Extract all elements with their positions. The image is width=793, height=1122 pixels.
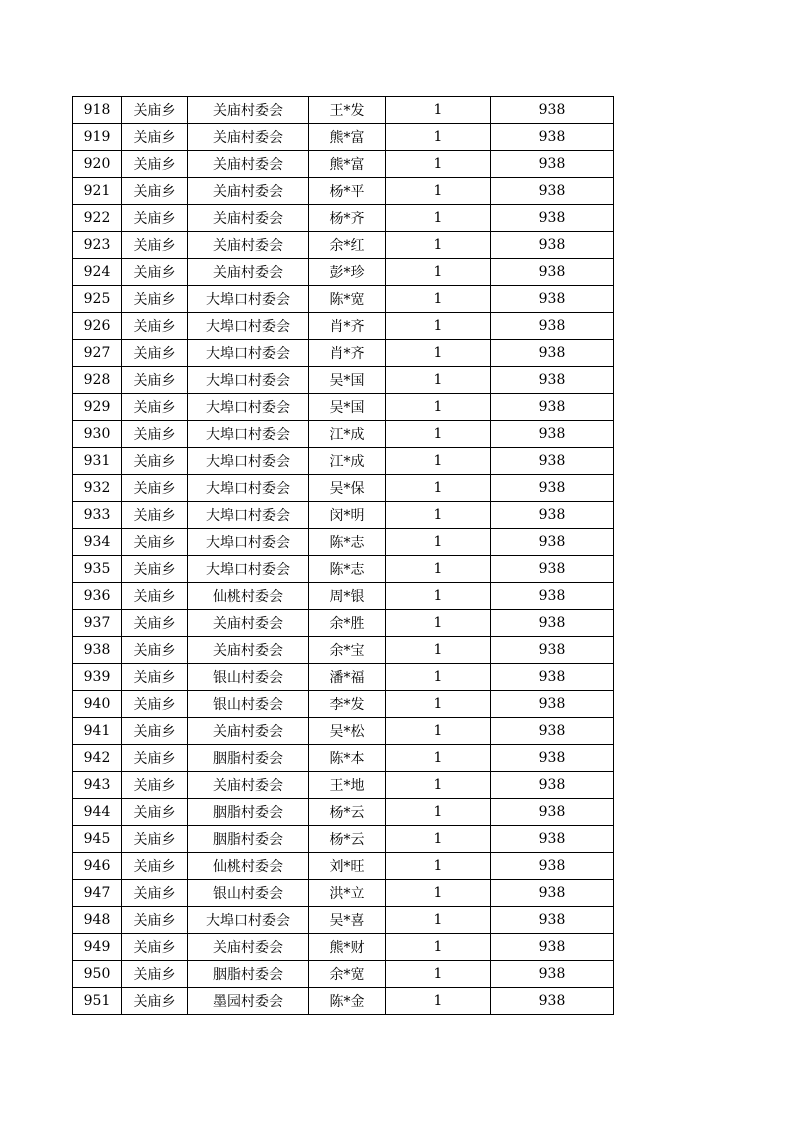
- township-cell: 关庙乡: [122, 178, 188, 205]
- name-cell: 熊*富: [309, 151, 386, 178]
- township-cell: 关庙乡: [122, 637, 188, 664]
- name-cell: 杨*云: [309, 799, 386, 826]
- amount-cell: 938: [491, 367, 614, 394]
- village-committee-cell: 大埠口村委会: [188, 286, 309, 313]
- name-cell: 余*宝: [309, 637, 386, 664]
- name-cell: 肖*齐: [309, 313, 386, 340]
- name-cell: 吴*保: [309, 475, 386, 502]
- amount-cell: 938: [491, 421, 614, 448]
- row-number-cell: 938: [73, 637, 122, 664]
- count-cell: 1: [386, 934, 491, 961]
- township-cell: 关庙乡: [122, 583, 188, 610]
- amount-cell: 938: [491, 97, 614, 124]
- table-row: [73, 151, 614, 178]
- amount-cell: 938: [491, 313, 614, 340]
- row-number-cell: 928: [73, 367, 122, 394]
- row-number-cell: 941: [73, 718, 122, 745]
- table-row: [73, 97, 614, 124]
- village-committee-cell: 胭脂村委会: [188, 826, 309, 853]
- table-row: [73, 934, 614, 961]
- name-cell: 江*成: [309, 448, 386, 475]
- name-cell: 王*发: [309, 97, 386, 124]
- village-committee-cell: 关庙村委会: [188, 205, 309, 232]
- township-cell: 关庙乡: [122, 232, 188, 259]
- name-cell: 陈*金: [309, 988, 386, 1015]
- row-number-cell: 936: [73, 583, 122, 610]
- township-cell: 关庙乡: [122, 934, 188, 961]
- village-committee-cell: 银山村委会: [188, 880, 309, 907]
- count-cell: 1: [386, 691, 491, 718]
- amount-cell: 938: [491, 637, 614, 664]
- table-row: [73, 529, 614, 556]
- village-committee-cell: 关庙村委会: [188, 610, 309, 637]
- village-committee-cell: 大埠口村委会: [188, 340, 309, 367]
- township-cell: 关庙乡: [122, 556, 188, 583]
- name-cell: 杨*平: [309, 178, 386, 205]
- count-cell: 1: [386, 583, 491, 610]
- amount-cell: 938: [491, 826, 614, 853]
- township-cell: 关庙乡: [122, 826, 188, 853]
- township-cell: 关庙乡: [122, 259, 188, 286]
- name-cell: 陈*本: [309, 745, 386, 772]
- count-cell: 1: [386, 367, 491, 394]
- village-committee-cell: 银山村委会: [188, 691, 309, 718]
- table-row: [73, 421, 614, 448]
- village-committee-cell: 胭脂村委会: [188, 745, 309, 772]
- table-row: [73, 772, 614, 799]
- township-cell: 关庙乡: [122, 367, 188, 394]
- count-cell: 1: [386, 475, 491, 502]
- village-committee-cell: 大埠口村委会: [188, 556, 309, 583]
- amount-cell: 938: [491, 880, 614, 907]
- table-row: [73, 502, 614, 529]
- table-row: [73, 583, 614, 610]
- village-committee-cell: 大埠口村委会: [188, 529, 309, 556]
- table-row: [73, 232, 614, 259]
- row-number-cell: 922: [73, 205, 122, 232]
- row-number-cell: 946: [73, 853, 122, 880]
- count-cell: 1: [386, 556, 491, 583]
- row-number-cell: 943: [73, 772, 122, 799]
- count-cell: 1: [386, 907, 491, 934]
- table-row: [73, 556, 614, 583]
- amount-cell: 938: [491, 934, 614, 961]
- name-cell: 周*银: [309, 583, 386, 610]
- name-cell: 刘*旺: [309, 853, 386, 880]
- amount-cell: 938: [491, 286, 614, 313]
- row-number-cell: 927: [73, 340, 122, 367]
- count-cell: 1: [386, 637, 491, 664]
- village-committee-cell: 银山村委会: [188, 664, 309, 691]
- name-cell: 潘*福: [309, 664, 386, 691]
- table-row: [73, 475, 614, 502]
- table-row: [73, 124, 614, 151]
- village-committee-cell: 关庙村委会: [188, 151, 309, 178]
- count-cell: 1: [386, 772, 491, 799]
- table-row: [73, 853, 614, 880]
- row-number-cell: 945: [73, 826, 122, 853]
- row-number-cell: 925: [73, 286, 122, 313]
- row-number-cell: 937: [73, 610, 122, 637]
- table-row: [73, 961, 614, 988]
- name-cell: 江*成: [309, 421, 386, 448]
- row-number-cell: 923: [73, 232, 122, 259]
- count-cell: 1: [386, 286, 491, 313]
- row-number-cell: 949: [73, 934, 122, 961]
- table-row: [73, 880, 614, 907]
- name-cell: 余*宽: [309, 961, 386, 988]
- count-cell: 1: [386, 718, 491, 745]
- row-number-cell: 947: [73, 880, 122, 907]
- amount-cell: 938: [491, 718, 614, 745]
- amount-cell: 938: [491, 178, 614, 205]
- amount-cell: 938: [491, 529, 614, 556]
- count-cell: 1: [386, 529, 491, 556]
- village-committee-cell: 胭脂村委会: [188, 961, 309, 988]
- amount-cell: 938: [491, 502, 614, 529]
- village-committee-cell: 大埠口村委会: [188, 313, 309, 340]
- amount-cell: 938: [491, 745, 614, 772]
- township-cell: 关庙乡: [122, 772, 188, 799]
- count-cell: 1: [386, 205, 491, 232]
- count-cell: 1: [386, 853, 491, 880]
- count-cell: 1: [386, 97, 491, 124]
- township-cell: 关庙乡: [122, 151, 188, 178]
- count-cell: 1: [386, 502, 491, 529]
- amount-cell: 938: [491, 475, 614, 502]
- amount-cell: 938: [491, 124, 614, 151]
- township-cell: 关庙乡: [122, 907, 188, 934]
- name-cell: 吴*国: [309, 367, 386, 394]
- name-cell: 余*红: [309, 232, 386, 259]
- name-cell: 洪*立: [309, 880, 386, 907]
- village-committee-cell: 关庙村委会: [188, 718, 309, 745]
- name-cell: 吴*喜: [309, 907, 386, 934]
- table-row: [73, 367, 614, 394]
- village-committee-cell: 胭脂村委会: [188, 799, 309, 826]
- village-committee-cell: 大埠口村委会: [188, 502, 309, 529]
- township-cell: 关庙乡: [122, 97, 188, 124]
- row-number-cell: 931: [73, 448, 122, 475]
- count-cell: 1: [386, 448, 491, 475]
- amount-cell: 938: [491, 664, 614, 691]
- count-cell: 1: [386, 799, 491, 826]
- table-row: [73, 988, 614, 1015]
- records-table-body: [73, 97, 614, 1015]
- township-cell: 关庙乡: [122, 529, 188, 556]
- name-cell: 闵*明: [309, 502, 386, 529]
- table-row: [73, 394, 614, 421]
- row-number-cell: 920: [73, 151, 122, 178]
- amount-cell: 938: [491, 583, 614, 610]
- township-cell: 关庙乡: [122, 799, 188, 826]
- township-cell: 关庙乡: [122, 610, 188, 637]
- count-cell: 1: [386, 124, 491, 151]
- row-number-cell: 930: [73, 421, 122, 448]
- amount-cell: 938: [491, 853, 614, 880]
- amount-cell: 938: [491, 772, 614, 799]
- count-cell: 1: [386, 394, 491, 421]
- village-committee-cell: 大埠口村委会: [188, 421, 309, 448]
- count-cell: 1: [386, 745, 491, 772]
- name-cell: 彭*珍: [309, 259, 386, 286]
- row-number-cell: 934: [73, 529, 122, 556]
- table-row: [73, 826, 614, 853]
- township-cell: 关庙乡: [122, 394, 188, 421]
- amount-cell: 938: [491, 691, 614, 718]
- table-row: [73, 178, 614, 205]
- township-cell: 关庙乡: [122, 745, 188, 772]
- table-row: [73, 664, 614, 691]
- table-row: [73, 286, 614, 313]
- amount-cell: 938: [491, 988, 614, 1015]
- township-cell: 关庙乡: [122, 718, 188, 745]
- township-cell: 关庙乡: [122, 313, 188, 340]
- township-cell: 关庙乡: [122, 664, 188, 691]
- village-committee-cell: 关庙村委会: [188, 97, 309, 124]
- table-row: [73, 610, 614, 637]
- count-cell: 1: [386, 664, 491, 691]
- count-cell: 1: [386, 421, 491, 448]
- township-cell: 关庙乡: [122, 961, 188, 988]
- amount-cell: 938: [491, 556, 614, 583]
- records-table: [72, 96, 614, 1015]
- amount-cell: 938: [491, 907, 614, 934]
- row-number-cell: 940: [73, 691, 122, 718]
- village-committee-cell: 关庙村委会: [188, 934, 309, 961]
- name-cell: 熊*财: [309, 934, 386, 961]
- row-number-cell: 918: [73, 97, 122, 124]
- amount-cell: 938: [491, 259, 614, 286]
- township-cell: 关庙乡: [122, 880, 188, 907]
- row-number-cell: 948: [73, 907, 122, 934]
- row-number-cell: 933: [73, 502, 122, 529]
- row-number-cell: 951: [73, 988, 122, 1015]
- township-cell: 关庙乡: [122, 853, 188, 880]
- table-row: [73, 718, 614, 745]
- count-cell: 1: [386, 178, 491, 205]
- name-cell: 杨*云: [309, 826, 386, 853]
- township-cell: 关庙乡: [122, 340, 188, 367]
- table-row: [73, 205, 614, 232]
- village-committee-cell: 关庙村委会: [188, 637, 309, 664]
- count-cell: 1: [386, 151, 491, 178]
- township-cell: 关庙乡: [122, 691, 188, 718]
- count-cell: 1: [386, 826, 491, 853]
- count-cell: 1: [386, 340, 491, 367]
- village-committee-cell: 大埠口村委会: [188, 448, 309, 475]
- table-row: [73, 259, 614, 286]
- amount-cell: 938: [491, 232, 614, 259]
- township-cell: 关庙乡: [122, 205, 188, 232]
- count-cell: 1: [386, 610, 491, 637]
- row-number-cell: 932: [73, 475, 122, 502]
- amount-cell: 938: [491, 961, 614, 988]
- count-cell: 1: [386, 988, 491, 1015]
- village-committee-cell: 关庙村委会: [188, 232, 309, 259]
- count-cell: 1: [386, 232, 491, 259]
- amount-cell: 938: [491, 394, 614, 421]
- row-number-cell: 935: [73, 556, 122, 583]
- village-committee-cell: 大埠口村委会: [188, 394, 309, 421]
- village-committee-cell: 仙桃村委会: [188, 583, 309, 610]
- row-number-cell: 919: [73, 124, 122, 151]
- name-cell: 熊*富: [309, 124, 386, 151]
- village-committee-cell: 大埠口村委会: [188, 475, 309, 502]
- table-row: [73, 340, 614, 367]
- name-cell: 王*地: [309, 772, 386, 799]
- name-cell: 陈*宽: [309, 286, 386, 313]
- amount-cell: 938: [491, 151, 614, 178]
- row-number-cell: 929: [73, 394, 122, 421]
- row-number-cell: 939: [73, 664, 122, 691]
- name-cell: 李*发: [309, 691, 386, 718]
- township-cell: 关庙乡: [122, 286, 188, 313]
- row-number-cell: 921: [73, 178, 122, 205]
- amount-cell: 938: [491, 340, 614, 367]
- village-committee-cell: 关庙村委会: [188, 124, 309, 151]
- village-committee-cell: 大埠口村委会: [188, 367, 309, 394]
- village-committee-cell: 大埠口村委会: [188, 907, 309, 934]
- table-row: [73, 745, 614, 772]
- village-committee-cell: 关庙村委会: [188, 772, 309, 799]
- township-cell: 关庙乡: [122, 421, 188, 448]
- table-row: [73, 691, 614, 718]
- table-row: [73, 448, 614, 475]
- count-cell: 1: [386, 961, 491, 988]
- row-number-cell: 950: [73, 961, 122, 988]
- row-number-cell: 926: [73, 313, 122, 340]
- name-cell: 吴*松: [309, 718, 386, 745]
- name-cell: 陈*志: [309, 529, 386, 556]
- row-number-cell: 942: [73, 745, 122, 772]
- name-cell: 吴*国: [309, 394, 386, 421]
- count-cell: 1: [386, 313, 491, 340]
- count-cell: 1: [386, 259, 491, 286]
- table-row: [73, 907, 614, 934]
- row-number-cell: 924: [73, 259, 122, 286]
- amount-cell: 938: [491, 448, 614, 475]
- village-committee-cell: 仙桃村委会: [188, 853, 309, 880]
- count-cell: 1: [386, 880, 491, 907]
- township-cell: 关庙乡: [122, 502, 188, 529]
- village-committee-cell: 关庙村委会: [188, 259, 309, 286]
- amount-cell: 938: [491, 799, 614, 826]
- village-committee-cell: 墨园村委会: [188, 988, 309, 1015]
- name-cell: 肖*齐: [309, 340, 386, 367]
- table-row: [73, 799, 614, 826]
- township-cell: 关庙乡: [122, 124, 188, 151]
- amount-cell: 938: [491, 610, 614, 637]
- table-row: [73, 637, 614, 664]
- table-row: [73, 313, 614, 340]
- name-cell: 杨*齐: [309, 205, 386, 232]
- row-number-cell: 944: [73, 799, 122, 826]
- name-cell: 余*胜: [309, 610, 386, 637]
- name-cell: 陈*志: [309, 556, 386, 583]
- amount-cell: 938: [491, 205, 614, 232]
- township-cell: 关庙乡: [122, 988, 188, 1015]
- township-cell: 关庙乡: [122, 475, 188, 502]
- township-cell: 关庙乡: [122, 448, 188, 475]
- village-committee-cell: 关庙村委会: [188, 178, 309, 205]
